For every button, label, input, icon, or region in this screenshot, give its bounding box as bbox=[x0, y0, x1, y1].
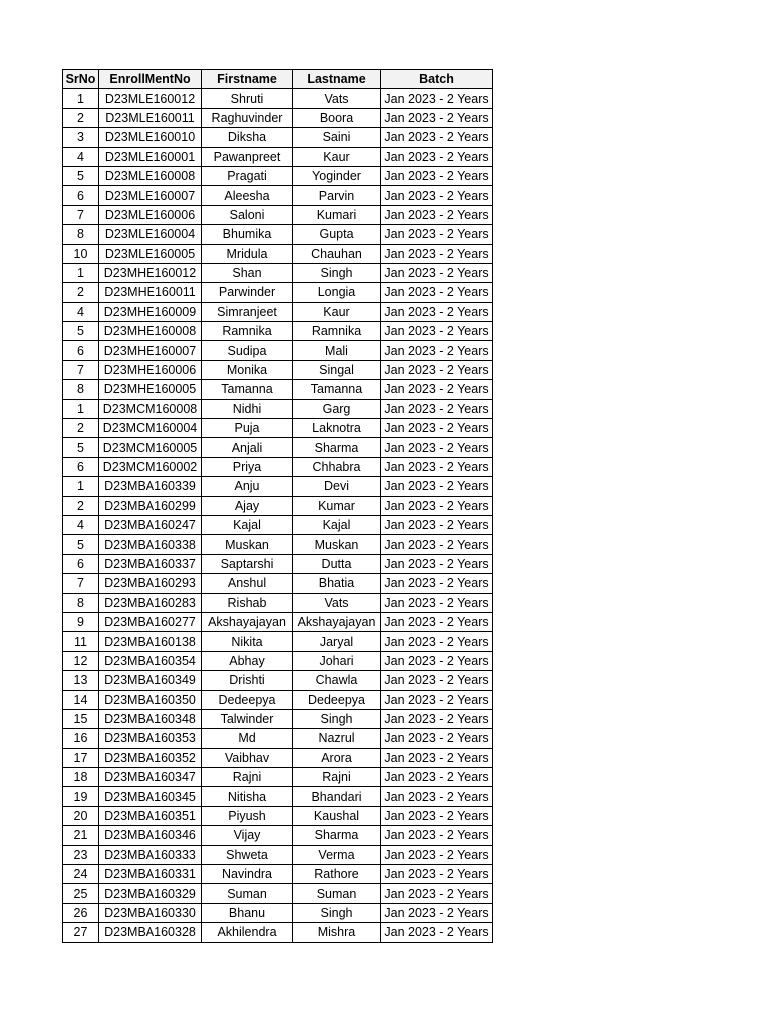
cell-batch: Jan 2023 - 2 Years bbox=[381, 903, 493, 922]
cell-batch: Jan 2023 - 2 Years bbox=[381, 438, 493, 457]
cell-srno: 1 bbox=[63, 89, 99, 108]
cell-srno: 8 bbox=[63, 593, 99, 612]
cell-firstname: Tamanna bbox=[202, 380, 293, 399]
cell-enrollment-no: D23MHE160008 bbox=[99, 322, 202, 341]
cell-lastname: Boora bbox=[293, 108, 381, 127]
cell-srno: 2 bbox=[63, 419, 99, 438]
cell-batch: Jan 2023 - 2 Years bbox=[381, 205, 493, 224]
cell-batch: Jan 2023 - 2 Years bbox=[381, 225, 493, 244]
cell-srno: 26 bbox=[63, 903, 99, 922]
cell-batch: Jan 2023 - 2 Years bbox=[381, 865, 493, 884]
table-row bbox=[63, 903, 493, 922]
cell-firstname: Muskan bbox=[202, 535, 293, 554]
table-row bbox=[63, 651, 493, 670]
cell-enrollment-no: D23MLE160001 bbox=[99, 147, 202, 166]
cell-srno: 19 bbox=[63, 787, 99, 806]
cell-firstname: Simranjeet bbox=[202, 302, 293, 321]
cell-enrollment-no: D23MHE160006 bbox=[99, 360, 202, 379]
cell-lastname: Longia bbox=[293, 283, 381, 302]
cell-batch: Jan 2023 - 2 Years bbox=[381, 554, 493, 573]
cell-srno: 1 bbox=[63, 399, 99, 418]
cell-srno: 6 bbox=[63, 457, 99, 476]
cell-lastname: Kaur bbox=[293, 302, 381, 321]
cell-firstname: Saloni bbox=[202, 205, 293, 224]
cell-enrollment-no: D23MCM160004 bbox=[99, 419, 202, 438]
cell-batch: Jan 2023 - 2 Years bbox=[381, 535, 493, 554]
cell-srno: 13 bbox=[63, 671, 99, 690]
cell-lastname: Mishra bbox=[293, 923, 381, 942]
cell-enrollment-no: D23MLE160004 bbox=[99, 225, 202, 244]
cell-batch: Jan 2023 - 2 Years bbox=[381, 166, 493, 185]
table-row bbox=[63, 89, 493, 108]
cell-batch: Jan 2023 - 2 Years bbox=[381, 787, 493, 806]
table-row bbox=[63, 419, 493, 438]
cell-enrollment-no: D23MHE160009 bbox=[99, 302, 202, 321]
cell-firstname: Abhay bbox=[202, 651, 293, 670]
table-row bbox=[63, 709, 493, 728]
cell-srno: 6 bbox=[63, 554, 99, 573]
cell-srno: 11 bbox=[63, 632, 99, 651]
cell-srno: 9 bbox=[63, 612, 99, 631]
cell-lastname: Parvin bbox=[293, 186, 381, 205]
cell-batch: Jan 2023 - 2 Years bbox=[381, 302, 493, 321]
cell-firstname: Monika bbox=[202, 360, 293, 379]
cell-firstname: Shan bbox=[202, 263, 293, 282]
cell-batch: Jan 2023 - 2 Years bbox=[381, 709, 493, 728]
table-row bbox=[63, 205, 493, 224]
cell-firstname: Nitisha bbox=[202, 787, 293, 806]
cell-batch: Jan 2023 - 2 Years bbox=[381, 632, 493, 651]
cell-firstname: Rishab bbox=[202, 593, 293, 612]
cell-enrollment-no: D23MBA160346 bbox=[99, 826, 202, 845]
cell-enrollment-no: D23MBA160293 bbox=[99, 574, 202, 593]
cell-srno: 2 bbox=[63, 283, 99, 302]
cell-srno: 14 bbox=[63, 690, 99, 709]
cell-enrollment-no: D23MBA160353 bbox=[99, 729, 202, 748]
table-row bbox=[63, 554, 493, 573]
cell-srno: 7 bbox=[63, 360, 99, 379]
cell-enrollment-no: D23MBA160247 bbox=[99, 515, 202, 534]
cell-firstname: Diksha bbox=[202, 128, 293, 147]
cell-lastname: Bhatia bbox=[293, 574, 381, 593]
cell-firstname: Akshayajayan bbox=[202, 612, 293, 631]
cell-firstname: Shweta bbox=[202, 845, 293, 864]
cell-batch: Jan 2023 - 2 Years bbox=[381, 671, 493, 690]
cell-srno: 6 bbox=[63, 341, 99, 360]
cell-enrollment-no: D23MBA160339 bbox=[99, 477, 202, 496]
cell-firstname: Priya bbox=[202, 457, 293, 476]
cell-lastname: Vats bbox=[293, 89, 381, 108]
cell-lastname: Singh bbox=[293, 903, 381, 922]
cell-lastname: Sharma bbox=[293, 438, 381, 457]
cell-srno: 2 bbox=[63, 496, 99, 515]
table-row bbox=[63, 322, 493, 341]
cell-firstname: Bhumika bbox=[202, 225, 293, 244]
table-row bbox=[63, 399, 493, 418]
cell-lastname: Singal bbox=[293, 360, 381, 379]
cell-firstname: Piyush bbox=[202, 806, 293, 825]
header-row bbox=[63, 70, 493, 89]
cell-batch: Jan 2023 - 2 Years bbox=[381, 128, 493, 147]
cell-firstname: Anjali bbox=[202, 438, 293, 457]
cell-firstname: Puja bbox=[202, 419, 293, 438]
table-row bbox=[63, 593, 493, 612]
cell-lastname: Chauhan bbox=[293, 244, 381, 263]
cell-enrollment-no: D23MBA160354 bbox=[99, 651, 202, 670]
cell-firstname: Rajni bbox=[202, 768, 293, 787]
cell-batch: Jan 2023 - 2 Years bbox=[381, 244, 493, 263]
cell-srno: 7 bbox=[63, 574, 99, 593]
cell-lastname: Akshayajayan bbox=[293, 612, 381, 631]
cell-lastname: Kaur bbox=[293, 147, 381, 166]
cell-srno: 18 bbox=[63, 768, 99, 787]
cell-lastname: Mali bbox=[293, 341, 381, 360]
cell-enrollment-no: D23MHE160005 bbox=[99, 380, 202, 399]
table-row bbox=[63, 671, 493, 690]
cell-batch: Jan 2023 - 2 Years bbox=[381, 729, 493, 748]
table-row bbox=[63, 787, 493, 806]
cell-enrollment-no: D23MBA160352 bbox=[99, 748, 202, 767]
table-row bbox=[63, 865, 493, 884]
cell-lastname: Dutta bbox=[293, 554, 381, 573]
cell-lastname: Ramnika bbox=[293, 322, 381, 341]
cell-lastname: Chawla bbox=[293, 671, 381, 690]
cell-firstname: Nikita bbox=[202, 632, 293, 651]
cell-lastname: Singh bbox=[293, 709, 381, 728]
table-row bbox=[63, 496, 493, 515]
cell-lastname: Suman bbox=[293, 884, 381, 903]
table-row bbox=[63, 108, 493, 127]
cell-lastname: Rajni bbox=[293, 768, 381, 787]
cell-enrollment-no: D23MBA160138 bbox=[99, 632, 202, 651]
cell-enrollment-no: D23MCM160008 bbox=[99, 399, 202, 418]
cell-srno: 25 bbox=[63, 884, 99, 903]
cell-firstname: Bhanu bbox=[202, 903, 293, 922]
cell-enrollment-no: D23MBA160345 bbox=[99, 787, 202, 806]
cell-srno: 15 bbox=[63, 709, 99, 728]
cell-firstname: Navindra bbox=[202, 865, 293, 884]
table-row bbox=[63, 225, 493, 244]
cell-enrollment-no: D23MBA160338 bbox=[99, 535, 202, 554]
cell-firstname: Shruti bbox=[202, 89, 293, 108]
cell-batch: Jan 2023 - 2 Years bbox=[381, 515, 493, 534]
cell-lastname: Sharma bbox=[293, 826, 381, 845]
table-row bbox=[63, 612, 493, 631]
cell-lastname: Chhabra bbox=[293, 457, 381, 476]
cell-srno: 5 bbox=[63, 166, 99, 185]
cell-firstname: Nidhi bbox=[202, 399, 293, 418]
cell-batch: Jan 2023 - 2 Years bbox=[381, 380, 493, 399]
cell-batch: Jan 2023 - 2 Years bbox=[381, 826, 493, 845]
cell-firstname: Saptarshi bbox=[202, 554, 293, 573]
cell-lastname: Kaushal bbox=[293, 806, 381, 825]
cell-lastname: Kumari bbox=[293, 205, 381, 224]
table-row bbox=[63, 438, 493, 457]
table-row bbox=[63, 341, 493, 360]
cell-firstname: Anshul bbox=[202, 574, 293, 593]
cell-srno: 5 bbox=[63, 438, 99, 457]
cell-batch: Jan 2023 - 2 Years bbox=[381, 341, 493, 360]
cell-srno: 20 bbox=[63, 806, 99, 825]
cell-enrollment-no: D23MBA160330 bbox=[99, 903, 202, 922]
cell-batch: Jan 2023 - 2 Years bbox=[381, 360, 493, 379]
cell-srno: 5 bbox=[63, 322, 99, 341]
cell-lastname: Tamanna bbox=[293, 380, 381, 399]
cell-enrollment-no: D23MBA160351 bbox=[99, 806, 202, 825]
cell-batch: Jan 2023 - 2 Years bbox=[381, 690, 493, 709]
cell-firstname: Mridula bbox=[202, 244, 293, 263]
cell-firstname: Pragati bbox=[202, 166, 293, 185]
cell-srno: 7 bbox=[63, 205, 99, 224]
cell-enrollment-no: D23MBA160350 bbox=[99, 690, 202, 709]
cell-srno: 6 bbox=[63, 186, 99, 205]
cell-enrollment-no: D23MCM160005 bbox=[99, 438, 202, 457]
cell-srno: 17 bbox=[63, 748, 99, 767]
cell-batch: Jan 2023 - 2 Years bbox=[381, 283, 493, 302]
table-body bbox=[63, 89, 493, 942]
table-row bbox=[63, 302, 493, 321]
cell-batch: Jan 2023 - 2 Years bbox=[381, 593, 493, 612]
cell-enrollment-no: D23MHE160011 bbox=[99, 283, 202, 302]
cell-enrollment-no: D23MBA160277 bbox=[99, 612, 202, 631]
table-row bbox=[63, 186, 493, 205]
cell-firstname: Aleesha bbox=[202, 186, 293, 205]
cell-batch: Jan 2023 - 2 Years bbox=[381, 457, 493, 476]
cell-firstname: Drishti bbox=[202, 671, 293, 690]
header-lastname: Lastname bbox=[293, 70, 381, 89]
cell-firstname: Ramnika bbox=[202, 322, 293, 341]
cell-firstname: Parwinder bbox=[202, 283, 293, 302]
table-row bbox=[63, 826, 493, 845]
cell-batch: Jan 2023 - 2 Years bbox=[381, 768, 493, 787]
cell-enrollment-no: D23MBA160331 bbox=[99, 865, 202, 884]
cell-firstname: Vijay bbox=[202, 826, 293, 845]
cell-firstname: Anju bbox=[202, 477, 293, 496]
cell-srno: 1 bbox=[63, 477, 99, 496]
cell-srno: 4 bbox=[63, 515, 99, 534]
cell-lastname: Verma bbox=[293, 845, 381, 864]
cell-enrollment-no: D23MBA160283 bbox=[99, 593, 202, 612]
table-row bbox=[63, 884, 493, 903]
cell-srno: 1 bbox=[63, 263, 99, 282]
cell-enrollment-no: D23MBA160348 bbox=[99, 709, 202, 728]
cell-firstname: Ajay bbox=[202, 496, 293, 515]
cell-batch: Jan 2023 - 2 Years bbox=[381, 923, 493, 942]
table-row bbox=[63, 360, 493, 379]
cell-lastname: Rathore bbox=[293, 865, 381, 884]
cell-enrollment-no: D23MBA160349 bbox=[99, 671, 202, 690]
table-row bbox=[63, 515, 493, 534]
table-row bbox=[63, 477, 493, 496]
cell-enrollment-no: D23MBA160337 bbox=[99, 554, 202, 573]
cell-enrollment-no: D23MHE160012 bbox=[99, 263, 202, 282]
table-row bbox=[63, 768, 493, 787]
cell-srno: 3 bbox=[63, 128, 99, 147]
cell-firstname: Talwinder bbox=[202, 709, 293, 728]
header-enrollment-no: EnrollMentNo bbox=[99, 70, 202, 89]
cell-enrollment-no: D23MLE160005 bbox=[99, 244, 202, 263]
cell-lastname: Bhandari bbox=[293, 787, 381, 806]
table-row bbox=[63, 166, 493, 185]
cell-firstname: Suman bbox=[202, 884, 293, 903]
table-row bbox=[63, 632, 493, 651]
cell-firstname: Pawanpreet bbox=[202, 147, 293, 166]
cell-batch: Jan 2023 - 2 Years bbox=[381, 419, 493, 438]
cell-batch: Jan 2023 - 2 Years bbox=[381, 574, 493, 593]
cell-batch: Jan 2023 - 2 Years bbox=[381, 884, 493, 903]
cell-lastname: Nazrul bbox=[293, 729, 381, 748]
table-row bbox=[63, 535, 493, 554]
cell-lastname: Saini bbox=[293, 128, 381, 147]
cell-firstname: Sudipa bbox=[202, 341, 293, 360]
cell-batch: Jan 2023 - 2 Years bbox=[381, 651, 493, 670]
cell-srno: 8 bbox=[63, 380, 99, 399]
cell-srno: 23 bbox=[63, 845, 99, 864]
cell-lastname: Arora bbox=[293, 748, 381, 767]
student-table bbox=[62, 69, 493, 943]
cell-lastname: Devi bbox=[293, 477, 381, 496]
cell-enrollment-no: D23MBA160328 bbox=[99, 923, 202, 942]
cell-firstname: Raghuvinder bbox=[202, 108, 293, 127]
cell-srno: 16 bbox=[63, 729, 99, 748]
cell-enrollment-no: D23MBA160347 bbox=[99, 768, 202, 787]
cell-lastname: Dedeepya bbox=[293, 690, 381, 709]
cell-srno: 12 bbox=[63, 651, 99, 670]
cell-firstname: Md bbox=[202, 729, 293, 748]
cell-firstname: Akhilendra bbox=[202, 923, 293, 942]
cell-lastname: Jaryal bbox=[293, 632, 381, 651]
cell-lastname: Muskan bbox=[293, 535, 381, 554]
table-row bbox=[63, 147, 493, 166]
table-row bbox=[63, 244, 493, 263]
cell-batch: Jan 2023 - 2 Years bbox=[381, 806, 493, 825]
cell-lastname: Kajal bbox=[293, 515, 381, 534]
header-srno: SrNo bbox=[63, 70, 99, 89]
cell-lastname: Gupta bbox=[293, 225, 381, 244]
cell-lastname: Johari bbox=[293, 651, 381, 670]
cell-enrollment-no: D23MBA160329 bbox=[99, 884, 202, 903]
cell-batch: Jan 2023 - 2 Years bbox=[381, 186, 493, 205]
table-row bbox=[63, 845, 493, 864]
table-row bbox=[63, 263, 493, 282]
table-row bbox=[63, 380, 493, 399]
cell-batch: Jan 2023 - 2 Years bbox=[381, 477, 493, 496]
table-row bbox=[63, 457, 493, 476]
cell-lastname: Yoginder bbox=[293, 166, 381, 185]
table-row bbox=[63, 690, 493, 709]
cell-enrollment-no: D23MBA160299 bbox=[99, 496, 202, 515]
table-row bbox=[63, 283, 493, 302]
cell-enrollment-no: D23MBA160333 bbox=[99, 845, 202, 864]
cell-enrollment-no: D23MLE160012 bbox=[99, 89, 202, 108]
table-row bbox=[63, 729, 493, 748]
cell-batch: Jan 2023 - 2 Years bbox=[381, 612, 493, 631]
cell-srno: 8 bbox=[63, 225, 99, 244]
cell-batch: Jan 2023 - 2 Years bbox=[381, 322, 493, 341]
cell-enrollment-no: D23MLE160007 bbox=[99, 186, 202, 205]
cell-batch: Jan 2023 - 2 Years bbox=[381, 748, 493, 767]
cell-batch: Jan 2023 - 2 Years bbox=[381, 496, 493, 515]
cell-lastname: Kumar bbox=[293, 496, 381, 515]
cell-enrollment-no: D23MLE160011 bbox=[99, 108, 202, 127]
table-row bbox=[63, 128, 493, 147]
cell-enrollment-no: D23MCM160002 bbox=[99, 457, 202, 476]
cell-srno: 5 bbox=[63, 535, 99, 554]
cell-srno: 27 bbox=[63, 923, 99, 942]
cell-firstname: Vaibhav bbox=[202, 748, 293, 767]
cell-lastname: Singh bbox=[293, 263, 381, 282]
cell-srno: 21 bbox=[63, 826, 99, 845]
cell-lastname: Vats bbox=[293, 593, 381, 612]
table-row bbox=[63, 574, 493, 593]
cell-srno: 4 bbox=[63, 147, 99, 166]
cell-srno: 10 bbox=[63, 244, 99, 263]
cell-batch: Jan 2023 - 2 Years bbox=[381, 845, 493, 864]
cell-batch: Jan 2023 - 2 Years bbox=[381, 89, 493, 108]
cell-batch: Jan 2023 - 2 Years bbox=[381, 399, 493, 418]
cell-enrollment-no: D23MHE160007 bbox=[99, 341, 202, 360]
cell-srno: 24 bbox=[63, 865, 99, 884]
cell-batch: Jan 2023 - 2 Years bbox=[381, 108, 493, 127]
table-row bbox=[63, 923, 493, 942]
cell-enrollment-no: D23MLE160010 bbox=[99, 128, 202, 147]
table-row bbox=[63, 748, 493, 767]
cell-batch: Jan 2023 - 2 Years bbox=[381, 263, 493, 282]
table-row bbox=[63, 806, 493, 825]
cell-srno: 2 bbox=[63, 108, 99, 127]
cell-lastname: Garg bbox=[293, 399, 381, 418]
cell-enrollment-no: D23MLE160006 bbox=[99, 205, 202, 224]
header-batch: Batch bbox=[381, 70, 493, 89]
cell-batch: Jan 2023 - 2 Years bbox=[381, 147, 493, 166]
cell-srno: 4 bbox=[63, 302, 99, 321]
header-firstname: Firstname bbox=[202, 70, 293, 89]
cell-firstname: Kajal bbox=[202, 515, 293, 534]
cell-firstname: Dedeepya bbox=[202, 690, 293, 709]
cell-lastname: Laknotra bbox=[293, 419, 381, 438]
cell-enrollment-no: D23MLE160008 bbox=[99, 166, 202, 185]
